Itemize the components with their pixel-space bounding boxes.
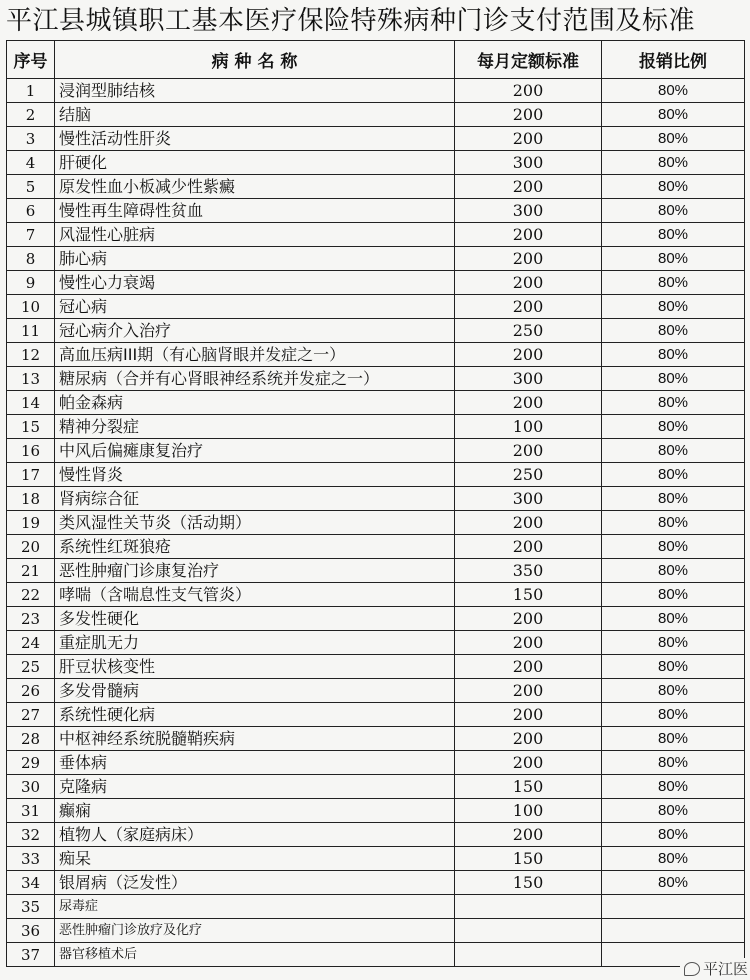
row-monthly-quota: 200: [455, 127, 602, 151]
row-reimbursement-ratio: 80%: [602, 823, 745, 847]
row-monthly-quota: 200: [455, 703, 602, 727]
table-row: [7, 823, 745, 847]
row-monthly-quota: 200: [455, 535, 602, 559]
row-seq: 33: [7, 847, 55, 871]
row-disease-name: 植物人（家庭病床）: [55, 823, 455, 847]
table-row: [7, 223, 745, 247]
row-disease-name: 多发性硬化: [55, 607, 455, 631]
row-monthly-quota: 300: [455, 367, 602, 391]
row-monthly-quota: 300: [455, 199, 602, 223]
row-seq: 20: [7, 535, 55, 559]
row-disease-name: 重症肌无力: [55, 631, 455, 655]
table-row: [7, 751, 745, 775]
row-disease-name: 器官移植术后: [55, 943, 455, 967]
row-monthly-quota: 250: [455, 319, 602, 343]
row-disease-name: 系统性红斑狼疮: [55, 535, 455, 559]
row-monthly-quota: [455, 919, 602, 943]
table-row: [7, 463, 745, 487]
row-seq: 8: [7, 247, 55, 271]
row-disease-name: 多发骨髓病: [55, 679, 455, 703]
row-monthly-quota: 100: [455, 415, 602, 439]
row-monthly-quota: 200: [455, 679, 602, 703]
wechat-bubble-icon: [684, 962, 700, 976]
row-reimbursement-ratio: 80%: [602, 391, 745, 415]
row-disease-name: 慢性再生障碍性贫血: [55, 199, 455, 223]
row-monthly-quota: 150: [455, 871, 602, 895]
row-disease-name: 尿毒症: [55, 895, 455, 919]
table-row: [7, 559, 745, 583]
watermark-text: 平江医: [702, 960, 748, 978]
row-seq: 27: [7, 703, 55, 727]
row-seq: 4: [7, 151, 55, 175]
row-disease-name: 高血压病III期（有心脑肾眼并发症之一）: [55, 343, 455, 367]
row-monthly-quota: 200: [455, 607, 602, 631]
row-disease-name: 冠心病: [55, 295, 455, 319]
row-reimbursement-ratio: 80%: [602, 199, 745, 223]
row-monthly-quota: 350: [455, 559, 602, 583]
table-row: [7, 271, 745, 295]
row-reimbursement-ratio: 80%: [602, 871, 745, 895]
table-row: [7, 655, 745, 679]
row-seq: 23: [7, 607, 55, 631]
row-reimbursement-ratio: 80%: [602, 415, 745, 439]
header-disease-name: 病 种 名 称: [55, 41, 455, 79]
row-monthly-quota: 250: [455, 463, 602, 487]
row-monthly-quota: 200: [455, 823, 602, 847]
table-row: [7, 295, 745, 319]
row-disease-name: 系统性硬化病: [55, 703, 455, 727]
table-row: [7, 199, 745, 223]
row-reimbursement-ratio: 80%: [602, 463, 745, 487]
row-reimbursement-ratio: 80%: [602, 751, 745, 775]
row-monthly-quota: 200: [455, 223, 602, 247]
row-seq: 16: [7, 439, 55, 463]
row-monthly-quota: 200: [455, 511, 602, 535]
row-reimbursement-ratio: 80%: [602, 103, 745, 127]
row-disease-name: 癫痫: [55, 799, 455, 823]
table-row: [7, 895, 745, 919]
row-monthly-quota: 150: [455, 847, 602, 871]
table-row: [7, 775, 745, 799]
row-seq: 1: [7, 79, 55, 103]
table-row: [7, 367, 745, 391]
row-disease-name: 恶性肿瘤门诊康复治疗: [55, 559, 455, 583]
table-row: [7, 343, 745, 367]
row-disease-name: 慢性活动性肝炎: [55, 127, 455, 151]
row-seq: 37: [7, 943, 55, 967]
row-monthly-quota: 200: [455, 391, 602, 415]
row-seq: 9: [7, 271, 55, 295]
table-row: [7, 439, 745, 463]
row-disease-name: 慢性心力衰竭: [55, 271, 455, 295]
row-monthly-quota: 150: [455, 583, 602, 607]
row-disease-name: 冠心病介入治疗: [55, 319, 455, 343]
row-reimbursement-ratio: 80%: [602, 799, 745, 823]
row-seq: 34: [7, 871, 55, 895]
page-title: 平江县城镇职工基本医疗保险特殊病种门诊支付范围及标准: [6, 6, 696, 36]
row-seq: 6: [7, 199, 55, 223]
header-seq: 序号: [7, 41, 55, 79]
table-row: [7, 127, 745, 151]
row-monthly-quota: 200: [455, 295, 602, 319]
row-monthly-quota: 150: [455, 775, 602, 799]
table-row: [7, 511, 745, 535]
header-monthly-quota: 每月定额标准: [455, 41, 602, 79]
row-disease-name: 精神分裂症: [55, 415, 455, 439]
row-monthly-quota: 200: [455, 727, 602, 751]
row-reimbursement-ratio: 80%: [602, 79, 745, 103]
row-disease-name: 肝豆状核变性: [55, 655, 455, 679]
table-row: [7, 391, 745, 415]
row-reimbursement-ratio: 80%: [602, 439, 745, 463]
row-seq: 15: [7, 415, 55, 439]
row-seq: 18: [7, 487, 55, 511]
row-reimbursement-ratio: 80%: [602, 151, 745, 175]
table-row: [7, 703, 745, 727]
table-row: [7, 583, 745, 607]
row-reimbursement-ratio: 80%: [602, 487, 745, 511]
row-monthly-quota: [455, 943, 602, 967]
row-seq: 35: [7, 895, 55, 919]
row-reimbursement-ratio: 80%: [602, 703, 745, 727]
row-seq: 14: [7, 391, 55, 415]
row-disease-name: 浸润型肺结核: [55, 79, 455, 103]
row-monthly-quota: 200: [455, 439, 602, 463]
row-disease-name: 痴呆: [55, 847, 455, 871]
table-row: [7, 871, 745, 895]
row-monthly-quota: 200: [455, 247, 602, 271]
table-row: [7, 727, 745, 751]
row-seq: 26: [7, 679, 55, 703]
row-reimbursement-ratio: 80%: [602, 175, 745, 199]
row-reimbursement-ratio: 80%: [602, 679, 745, 703]
table-row: [7, 607, 745, 631]
row-disease-name: 哮喘（含喘息性支气管炎）: [55, 583, 455, 607]
row-seq: 29: [7, 751, 55, 775]
row-reimbursement-ratio: 80%: [602, 247, 745, 271]
row-reimbursement-ratio: 80%: [602, 511, 745, 535]
row-reimbursement-ratio: 80%: [602, 319, 745, 343]
table-row: [7, 151, 745, 175]
row-seq: 3: [7, 127, 55, 151]
row-seq: 12: [7, 343, 55, 367]
row-reimbursement-ratio: 80%: [602, 127, 745, 151]
row-seq: 25: [7, 655, 55, 679]
row-reimbursement-ratio: 80%: [602, 223, 745, 247]
row-disease-name: 银屑病（泛发性）: [55, 871, 455, 895]
row-disease-name: 风湿性心脏病: [55, 223, 455, 247]
table-row: [7, 175, 745, 199]
row-disease-name: 帕金森病: [55, 391, 455, 415]
table-row: [7, 847, 745, 871]
row-disease-name: 克隆病: [55, 775, 455, 799]
row-reimbursement-ratio: 80%: [602, 295, 745, 319]
row-seq: 19: [7, 511, 55, 535]
watermark: [680, 958, 750, 980]
row-monthly-quota: 200: [455, 655, 602, 679]
table-header-row: [7, 41, 745, 79]
row-monthly-quota: 100: [455, 799, 602, 823]
table-row: [7, 799, 745, 823]
row-reimbursement-ratio: [602, 919, 745, 943]
table-row: [7, 535, 745, 559]
row-seq: 5: [7, 175, 55, 199]
row-disease-name: 肾病综合征: [55, 487, 455, 511]
row-monthly-quota: [455, 895, 602, 919]
row-disease-name: 中风后偏瘫康复治疗: [55, 439, 455, 463]
row-monthly-quota: 200: [455, 751, 602, 775]
row-seq: 21: [7, 559, 55, 583]
table-row: [7, 679, 745, 703]
table-row: [7, 631, 745, 655]
table-row: [7, 79, 745, 103]
row-seq: 24: [7, 631, 55, 655]
row-reimbursement-ratio: 80%: [602, 271, 745, 295]
row-reimbursement-ratio: 80%: [602, 559, 745, 583]
row-reimbursement-ratio: [602, 895, 745, 919]
row-disease-name: 慢性肾炎: [55, 463, 455, 487]
row-reimbursement-ratio: 80%: [602, 607, 745, 631]
row-seq: 17: [7, 463, 55, 487]
row-monthly-quota: 300: [455, 151, 602, 175]
row-reimbursement-ratio: 80%: [602, 343, 745, 367]
row-monthly-quota: 200: [455, 175, 602, 199]
row-disease-name: 肝硬化: [55, 151, 455, 175]
row-seq: 30: [7, 775, 55, 799]
row-disease-name: 原发性血小板减少性紫癜: [55, 175, 455, 199]
row-seq: 11: [7, 319, 55, 343]
row-reimbursement-ratio: 80%: [602, 535, 745, 559]
row-seq: 2: [7, 103, 55, 127]
row-monthly-quota: 200: [455, 103, 602, 127]
row-seq: 7: [7, 223, 55, 247]
payment-standard-table: [6, 40, 745, 967]
table-row: [7, 103, 745, 127]
row-disease-name: 结脑: [55, 103, 455, 127]
row-disease-name: 糖尿病（合并有心肾眼神经系统并发症之一）: [55, 367, 455, 391]
table-row: [7, 487, 745, 511]
row-reimbursement-ratio: 80%: [602, 655, 745, 679]
row-disease-name: 垂体病: [55, 751, 455, 775]
row-reimbursement-ratio: 80%: [602, 631, 745, 655]
row-disease-name: 中枢神经系统脱髓鞘疾病: [55, 727, 455, 751]
table-row: [7, 919, 745, 943]
row-seq: 22: [7, 583, 55, 607]
row-reimbursement-ratio: 80%: [602, 727, 745, 751]
row-monthly-quota: 200: [455, 79, 602, 103]
table-row: [7, 247, 745, 271]
row-seq: 28: [7, 727, 55, 751]
row-monthly-quota: 200: [455, 271, 602, 295]
row-monthly-quota: 200: [455, 631, 602, 655]
row-seq: 36: [7, 919, 55, 943]
row-seq: 31: [7, 799, 55, 823]
row-seq: 13: [7, 367, 55, 391]
row-reimbursement-ratio: 80%: [602, 367, 745, 391]
table-row: [7, 319, 745, 343]
row-monthly-quota: 300: [455, 487, 602, 511]
row-disease-name: 恶性肿瘤门诊放疗及化疗: [55, 919, 455, 943]
header-reimbursement-ratio: 报销比例: [602, 41, 745, 79]
row-reimbursement-ratio: 80%: [602, 847, 745, 871]
row-monthly-quota: 200: [455, 343, 602, 367]
row-disease-name: 类风湿性关节炎（活动期）: [55, 511, 455, 535]
row-disease-name: 肺心病: [55, 247, 455, 271]
row-seq: 10: [7, 295, 55, 319]
table-row: [7, 943, 745, 967]
row-reimbursement-ratio: 80%: [602, 775, 745, 799]
row-reimbursement-ratio: 80%: [602, 583, 745, 607]
row-seq: 32: [7, 823, 55, 847]
table-row: [7, 415, 745, 439]
